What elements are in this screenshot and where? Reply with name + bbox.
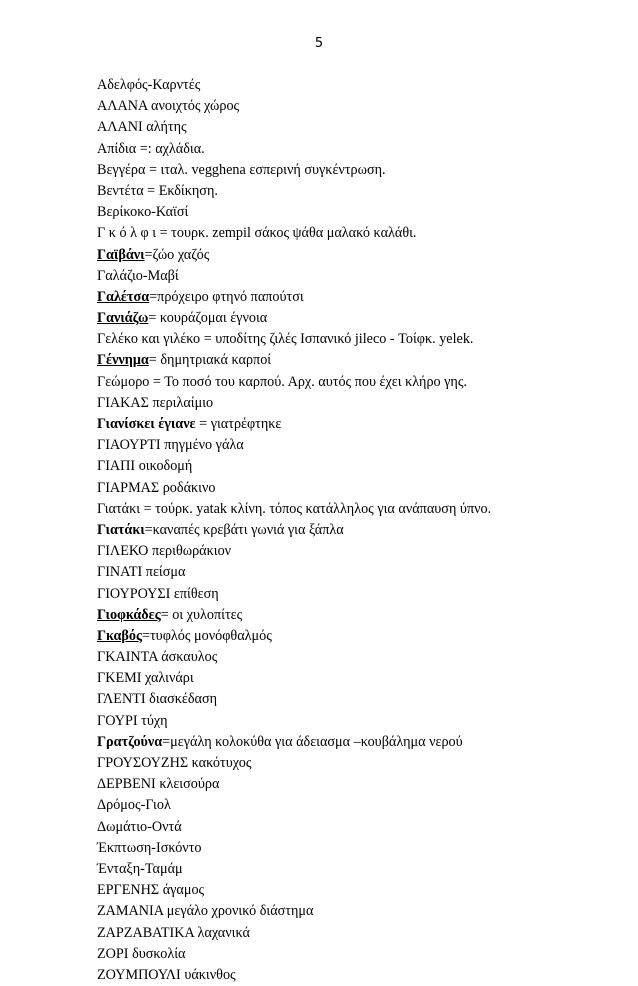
entry-definition: = οι χυλοπίτες [160,606,243,623]
glossary-entry [97,732,618,753]
glossary-entry [97,859,618,880]
glossary-entry [97,520,618,541]
glossary-entry [97,287,618,308]
entry-definition: ΕΡΓΕΝΗΣ άγαμος [97,882,205,899]
entry-term: Γαλέτσα [97,288,150,305]
entry-definition: =ζώο χαζός [144,246,210,263]
entry-definition: Βεγγέρα = ιταλ. vegghena εσπερινή συγκέντρωση. [97,161,386,178]
entry-term: Γιατάκι [97,521,145,538]
entry-definition: ΔΕΡΒΕΝΙ κλεισούρα [97,776,220,793]
entry-term: Γέννημα [97,352,149,369]
entry-definition: Δωμάτιο-Οντά [97,818,182,835]
entry-definition: =μεγάλη κολοκύθα για άδειασμα –κουβάλημα νερού [162,733,463,750]
entry-definition: Ένταξη-Ταμάμ [97,860,183,877]
entry-definition: ΓΡΟΥΣΟΥΖΗΣ κακότυχος [97,755,252,771]
entry-definition: ΓΛΕΝΤΙ διασκέδαση [97,691,218,708]
entry-term: Γιανίσκει έγιανε [97,416,196,432]
entry-definition: = δημητριακά καρποί [148,352,272,369]
entry-definition: ΓΚΕΜΙ χαλινάρι [97,670,194,687]
entry-definition: Δρόμος-Γιολ [97,797,171,814]
glossary-entry [97,266,618,287]
entry-definition: ΓΙΑΡΜΑΣ ροδάκινο [97,479,216,496]
glossary-list [97,75,618,986]
glossary-entry [97,139,618,160]
entry-definition: ΓΟΥΡΙ τύχη [97,712,168,729]
glossary-entry [97,605,618,626]
glossary-entry [97,414,618,435]
glossary-entry [97,626,618,647]
glossary-entry [97,350,618,371]
glossary-entry [97,689,618,710]
entry-term: Γαϊβάνι [97,246,145,263]
glossary-entry [97,965,618,986]
glossary-entry [97,499,618,520]
entry-definition: ΖΟΡΙ δυσκολία [97,945,186,962]
entry-definition: Γ κ ό λ φ ι = τουρκ. zempil σάκος ψάθα μαλακό καλάθι. [97,225,417,242]
glossary-entry [97,456,618,477]
entry-definition: =καναπές κρεβάτι γωνιά για ξάπλα [144,521,344,538]
glossary-entry [97,647,618,668]
glossary-entry [97,160,618,181]
glossary-entry [97,393,618,414]
page-number: 5 [314,36,324,51]
entry-definition: Βεντέτα = Εκδίκηση. [97,182,218,199]
entry-term: Γρατζούνα [97,733,163,750]
glossary-entry [97,435,618,456]
glossary-entry [97,753,618,774]
glossary-entry [97,478,618,499]
entry-definition: Γαλάζιο-Μαβί [97,267,179,284]
entry-term: Γκαβός [97,627,142,644]
glossary-entry [97,372,618,393]
glossary-entry [97,541,618,562]
glossary-entry [97,711,618,732]
glossary-entry [97,223,618,244]
glossary-entry [97,75,618,96]
entry-definition: Αδελφός-Καρντές [97,77,201,93]
entry-definition: Βερίκοκο-Καϊσί [97,204,189,221]
glossary-entry [97,202,618,223]
entry-definition: ΓΙΛΕΚΟ περιθωράκιον [97,543,232,560]
glossary-entry [97,838,618,859]
entry-definition: ΓΙΑΟΥΡΤΙ πηγμένο γάλα [97,437,244,454]
entry-definition: = κουράζομαι έγνοια [148,310,268,327]
entry-definition: Έκπτωση-Ισκόντο [97,839,202,856]
glossary-entry [97,795,618,816]
entry-definition: Γεώμορο = Το ποσό του καρπού. Αρχ. αυτός που έχει κλήρο γης. [97,373,468,390]
entry-definition: ΓΙΟΥΡΟΥΣΙ επίθεση [97,585,219,602]
entry-definition: ΓΙΑΠΙ οικοδομή [97,458,193,475]
entry-definition: ΖΑΜΑΝΙΑ μεγάλο χρονικό διάστημα [97,903,314,920]
entry-definition: =τυφλός μονόφθαλμός [141,627,272,644]
glossary-entry [97,308,618,329]
entry-term: Γανιάζω [97,310,149,327]
entry-term: Γιοφκάδες [97,606,161,623]
entry-definition: Απίδια =: αχλάδια. [97,140,205,157]
glossary-entry [97,944,618,965]
glossary-entry [97,117,618,138]
glossary-entry [97,774,618,795]
entry-definition: ΓΚΑΙΝΤΑ άσκαυλος [97,649,218,666]
entry-definition: ΓΙΑΚΑΣ περιλαίμιο [97,394,214,411]
entry-definition: ΖΑΡΖΑΒΑΤΙΚΑ λαχανικά [97,924,250,941]
glossary-entry [97,584,618,605]
glossary-entry [97,562,618,583]
glossary-entry [97,880,618,901]
entry-definition: ΖΟΥΜΠΟΥΛΙ υάκινθος [97,966,236,983]
glossary-entry [97,96,618,117]
glossary-entry [97,181,618,202]
entry-definition: Γελέκο και γιλέκο = υποδίτης ζιλές Ισπανικό jileco - Τοίφκ. yelek. [97,331,474,348]
glossary-entry [97,245,618,266]
glossary-entry [97,329,618,350]
entry-definition: ΑΛΑΝΙ αλήτης [97,119,187,136]
glossary-entry [97,901,618,922]
entry-definition: =πρόχειρο φτηνό παπούτσι [149,288,304,305]
entry-definition: ΑΛΑΝΑ ανοιχτός χώρος [97,98,240,115]
glossary-entry [97,923,618,944]
glossary-entry [97,817,618,838]
entry-definition: ΓΙΝΑΤΙ πείσμα [97,564,186,581]
glossary-entry [97,668,618,689]
entry-definition: Γιατάκι = τούρκ. yatak κλίνη. τόπος κατάλληλος για ανάπαυση ύπνο. [97,500,492,517]
entry-definition: = γιατρέφτηκε [195,416,282,432]
